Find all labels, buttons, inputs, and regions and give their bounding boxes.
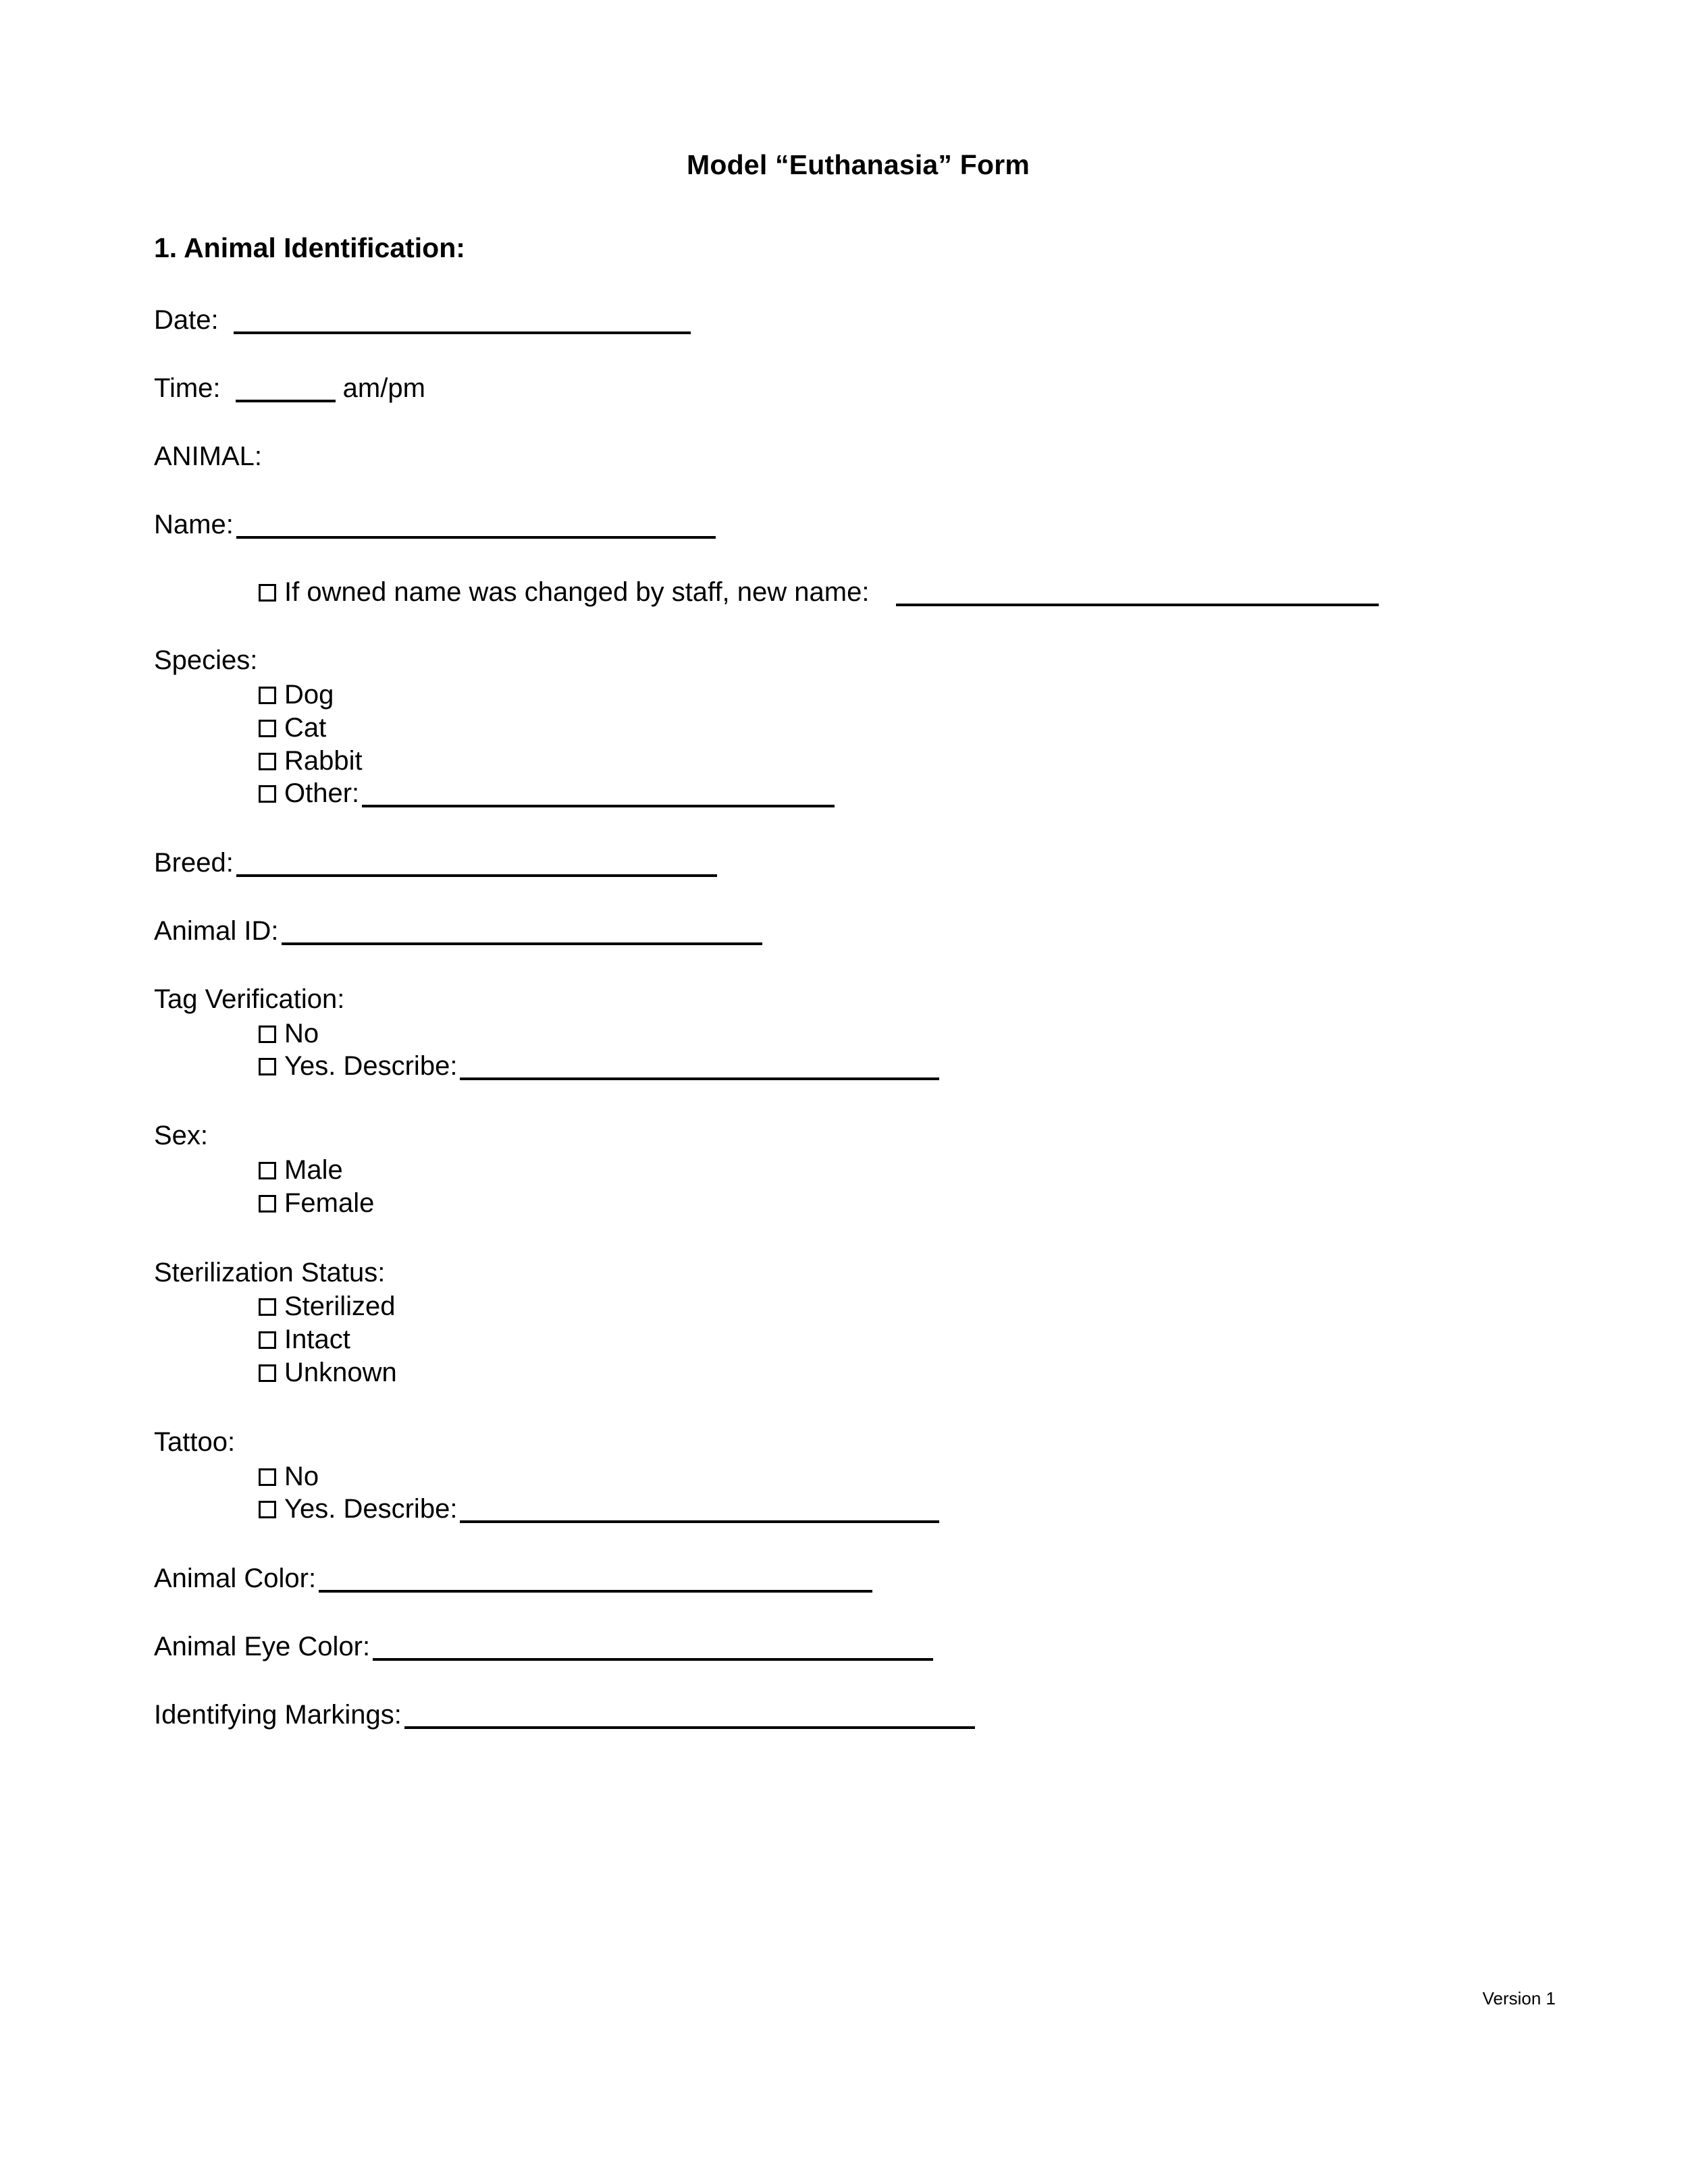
group-tattoo <box>154 1427 1538 1526</box>
checkbox-row-name-changed[interactable] <box>259 577 1538 608</box>
field-new-name-input[interactable] <box>896 578 1379 606</box>
field-animal-eye-color <box>154 1632 1538 1662</box>
group-tag-verification-label: Tag Verification: <box>154 984 345 1014</box>
page-title: Model “Euthanasia” Form <box>686 149 1030 180</box>
field-name <box>154 510 1538 540</box>
checkbox-icon[interactable] <box>259 1298 276 1316</box>
checkbox-icon[interactable] <box>259 720 276 737</box>
field-animal-id-label: Animal ID: <box>154 915 279 946</box>
checkbox-icon[interactable] <box>259 1364 276 1382</box>
field-identifying-markings-input[interactable] <box>404 1701 975 1729</box>
checkbox-label-tag-yes: Yes. Describe: <box>284 1051 458 1082</box>
checkbox-row-species-dog[interactable] <box>259 678 1538 712</box>
checkbox-row-unknown[interactable] <box>259 1356 1538 1389</box>
checkbox-icon[interactable] <box>259 1026 276 1043</box>
field-tattoo-describe-input[interactable] <box>460 1495 939 1523</box>
checkbox-label-species-other: Other: <box>284 778 360 809</box>
group-sex <box>154 1121 1538 1219</box>
checkbox-label-species-dog: Dog <box>284 679 334 710</box>
group-sterilization-status-label: Sterilization Status: <box>154 1257 386 1287</box>
field-identifying-markings-label: Identifying Markings: <box>154 1699 402 1730</box>
checkbox-row-tattoo-yes[interactable] <box>259 1493 1538 1526</box>
checkbox-label-sterilized: Sterilized <box>284 1291 396 1322</box>
field-animal-id-input[interactable] <box>282 917 762 945</box>
group-tattoo-label: Tattoo: <box>154 1427 236 1457</box>
checkbox-label-tag-no: No <box>284 1018 319 1048</box>
checkbox-label-species-cat: Cat <box>284 712 327 743</box>
field-animal-eye-color-input[interactable] <box>373 1632 933 1661</box>
field-animal-id <box>154 916 1538 947</box>
field-name-label: Name: <box>154 509 234 539</box>
field-animal-eye-color-label: Animal Eye Color: <box>154 1631 371 1661</box>
group-sex-label: Sex: <box>154 1121 209 1151</box>
field-animal-color-input[interactable] <box>319 1564 872 1593</box>
form-body <box>154 150 1538 1768</box>
field-identifying-markings <box>154 1700 1538 1730</box>
field-name-input[interactable] <box>236 510 716 539</box>
group-sterilization-status <box>154 1258 1538 1389</box>
checkbox-label-name-changed: If owned name was changed by staff, new name: <box>284 577 870 608</box>
field-tag-describe-input[interactable] <box>460 1052 939 1080</box>
group-tag-verification <box>154 984 1538 1083</box>
checkbox-label-tattoo-yes: Yes. Describe: <box>284 1494 458 1524</box>
checkbox-row-sex-male[interactable] <box>259 1154 1538 1187</box>
checkbox-row-species-other[interactable] <box>259 777 1538 810</box>
field-date-label: Date: <box>154 305 219 336</box>
checkbox-label-tattoo-no: No <box>284 1461 319 1491</box>
group-species <box>154 645 1538 810</box>
checkbox-label-intact: Intact <box>284 1325 350 1355</box>
field-animal-heading-label: ANIMAL: <box>154 441 263 471</box>
checkbox-icon[interactable] <box>259 1195 276 1213</box>
checkbox-icon[interactable] <box>259 1331 276 1349</box>
checkbox-icon[interactable] <box>259 1162 276 1179</box>
checkbox-icon[interactable] <box>259 753 276 770</box>
checkbox-icon[interactable] <box>259 1058 276 1075</box>
checkbox-row-intact[interactable] <box>259 1323 1538 1356</box>
field-breed <box>154 848 1538 878</box>
page-footer-version: Version 1 <box>1482 1988 1556 2008</box>
checkbox-row-sex-female[interactable] <box>259 1187 1538 1220</box>
field-time <box>154 373 1538 404</box>
checkbox-row-tag-no[interactable] <box>259 1017 1538 1050</box>
field-breed-label: Breed: <box>154 848 234 878</box>
checkbox-label-sex-female: Female <box>284 1188 375 1218</box>
field-date-input[interactable] <box>234 306 691 334</box>
field-animal-heading <box>154 442 1538 472</box>
checkbox-icon[interactable] <box>259 1468 276 1486</box>
checkbox-row-species-rabbit[interactable] <box>259 745 1538 778</box>
field-animal-color <box>154 1564 1538 1594</box>
checkbox-row-tag-yes[interactable] <box>259 1050 1538 1083</box>
field-animal-color-label: Animal Color: <box>154 1564 317 1594</box>
field-breed-input[interactable] <box>236 849 717 877</box>
checkbox-label-unknown: Unknown <box>284 1357 397 1387</box>
field-time-label: Time: <box>154 373 221 403</box>
checkbox-label-sex-male: Male <box>284 1154 343 1185</box>
group-species-label: Species: <box>154 645 258 676</box>
field-date <box>154 305 1538 336</box>
checkbox-row-species-cat[interactable] <box>259 712 1538 745</box>
checkbox-row-tattoo-no[interactable] <box>259 1460 1538 1493</box>
section-heading-animal-identification: 1. Animal Identification: <box>154 232 465 264</box>
checkbox-icon[interactable] <box>259 1501 276 1518</box>
field-time-input[interactable] <box>236 374 336 402</box>
checkbox-row-sterilized[interactable] <box>259 1290 1538 1323</box>
checkbox-icon[interactable] <box>259 687 276 704</box>
field-species-other-input[interactable] <box>362 779 835 807</box>
field-time-suffix: am/pm <box>342 373 425 403</box>
checkbox-icon[interactable] <box>259 785 276 803</box>
checkbox-icon[interactable] <box>259 584 276 602</box>
checkbox-label-species-rabbit: Rabbit <box>284 745 363 776</box>
